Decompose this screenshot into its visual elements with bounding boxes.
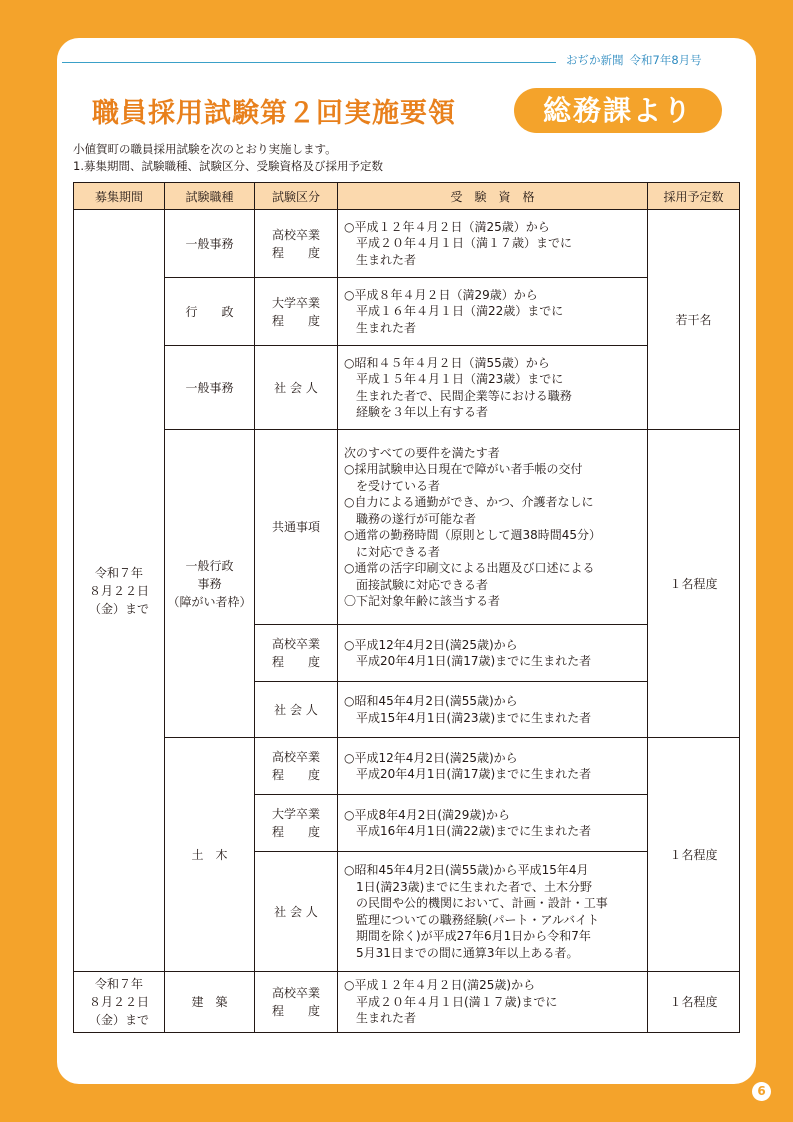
job-cell: 一般事務	[165, 346, 255, 430]
quota-cell: １名程度	[648, 430, 740, 738]
job-cell: 一般行政 事務 （障がい者枠）	[165, 430, 255, 738]
table-row	[74, 430, 740, 625]
period-cell: 令和７年 ８月２２日 （金）まで	[74, 972, 165, 1033]
category-cell: 社 会 人	[255, 346, 338, 430]
category-cell: 共通事項	[255, 430, 338, 625]
condition-cell: 次のすべての要件を満たす者 ○採用試験申込日現在で障がい者手帳の交付 を受けている者 ○自力による通勤ができ、かつ、介護者なしに 職務の遂行が可能な者 ○通常の勤務時間（原則として週38時間45分） に対応できる者 ○通常の活字印刷文による出題及び口述による 面接試験に対応できる者 〇下記対象年齢に該当する者	[338, 430, 648, 625]
period-cell: 令和７年 ８月２２日 （金）まで	[74, 210, 165, 972]
condition-cell: ○平成12年4月2日(満25歳)から 平成20年4月1日(満17歳)までに生まれた者	[338, 738, 648, 795]
page-number: 6	[752, 1082, 771, 1101]
column-header: 採用予定数	[648, 183, 740, 210]
category-cell: 高校卒業 程 度	[255, 625, 338, 682]
category-cell: 高校卒業 程 度	[255, 972, 338, 1033]
intro-text	[73, 141, 383, 175]
column-header: 受 験 資 格	[338, 183, 648, 210]
column-header: 試験職種	[165, 183, 255, 210]
condition-cell: ○平成１２年４月２日（満25歳）から 平成２０年４月１日（満１７歳）までに 生まれた者	[338, 210, 648, 278]
table-row	[74, 346, 740, 430]
condition-cell: ○平成8年4月2日(満29歳)から 平成16年4月1日(満22歳)までに生まれた者	[338, 795, 648, 852]
category-cell: 社 会 人	[255, 682, 338, 738]
category-cell: 大学卒業 程 度	[255, 795, 338, 852]
table-row	[74, 738, 740, 795]
job-cell: 建 築	[165, 972, 255, 1033]
table-header-row	[74, 183, 740, 210]
category-cell: 社 会 人	[255, 852, 338, 972]
condition-cell: ○昭和45年4月2日(満55歳)から 平成15年4月1日(満23歳)までに生まれた者	[338, 682, 648, 738]
condition-cell: ○平成８年４月２日（満29歳）から 平成１６年４月１日（満22歳）までに 生まれた者	[338, 278, 648, 346]
intro-line: 小値賀町の職員採用試験を次のとおり実施します。	[73, 142, 337, 156]
category-cell: 高校卒業 程 度	[255, 738, 338, 795]
quota-cell: １名程度	[648, 738, 740, 972]
category-cell: 大学卒業 程 度	[255, 278, 338, 346]
condition-cell: ○昭和45年4月2日(満55歳)から平成15年4月 1日(満23歳)までに生まれた者で、土木分野 の民間や公的機関において、計画・設計・工事 監理についての職務経験(パート・アルバイト 期間を除く)が平成27年6月1日から令和7年 5月31日までの間に通算3年以上ある者。	[338, 852, 648, 972]
quota-cell: 若干名	[648, 210, 740, 430]
table-row	[74, 278, 740, 346]
condition-cell: ○平成12年4月2日(満25歳)から 平成20年4月1日(満17歳)までに生まれた者	[338, 625, 648, 682]
condition-cell: ○昭和４５年４月２日（満55歳）から 平成１５年４月１日（満23歳）までに 生まれた者で、民間企業等における職務 経験を３年以上有する者	[338, 346, 648, 430]
column-header: 募集期間	[74, 183, 165, 210]
publication-name: おぢか新聞	[566, 53, 624, 67]
condition-cell: ○平成１２年４月２日(満25歳)から 平成２０年４月１日(満１７歳)までに 生まれた者	[338, 972, 648, 1033]
intro-line: 1.募集期間、試験職種、試験区分、受験資格及び採用予定数	[73, 159, 383, 173]
issue-label: 令和7年8月号	[629, 53, 702, 67]
category-cell: 高校卒業 程 度	[255, 210, 338, 278]
table-row	[74, 210, 740, 278]
job-cell: 土 木	[165, 738, 255, 972]
job-cell: 行 政	[165, 278, 255, 346]
table-row	[74, 972, 740, 1033]
recruitment-table	[73, 182, 740, 1033]
department-badge: 総務課より	[514, 88, 722, 133]
job-cell: 一般事務	[165, 210, 255, 278]
header-rule	[62, 62, 556, 63]
page-title: 職員採用試験第２回実施要領	[92, 98, 456, 129]
column-header: 試験区分	[255, 183, 338, 210]
newsletter-header	[566, 52, 708, 68]
quota-cell: １名程度	[648, 972, 740, 1033]
